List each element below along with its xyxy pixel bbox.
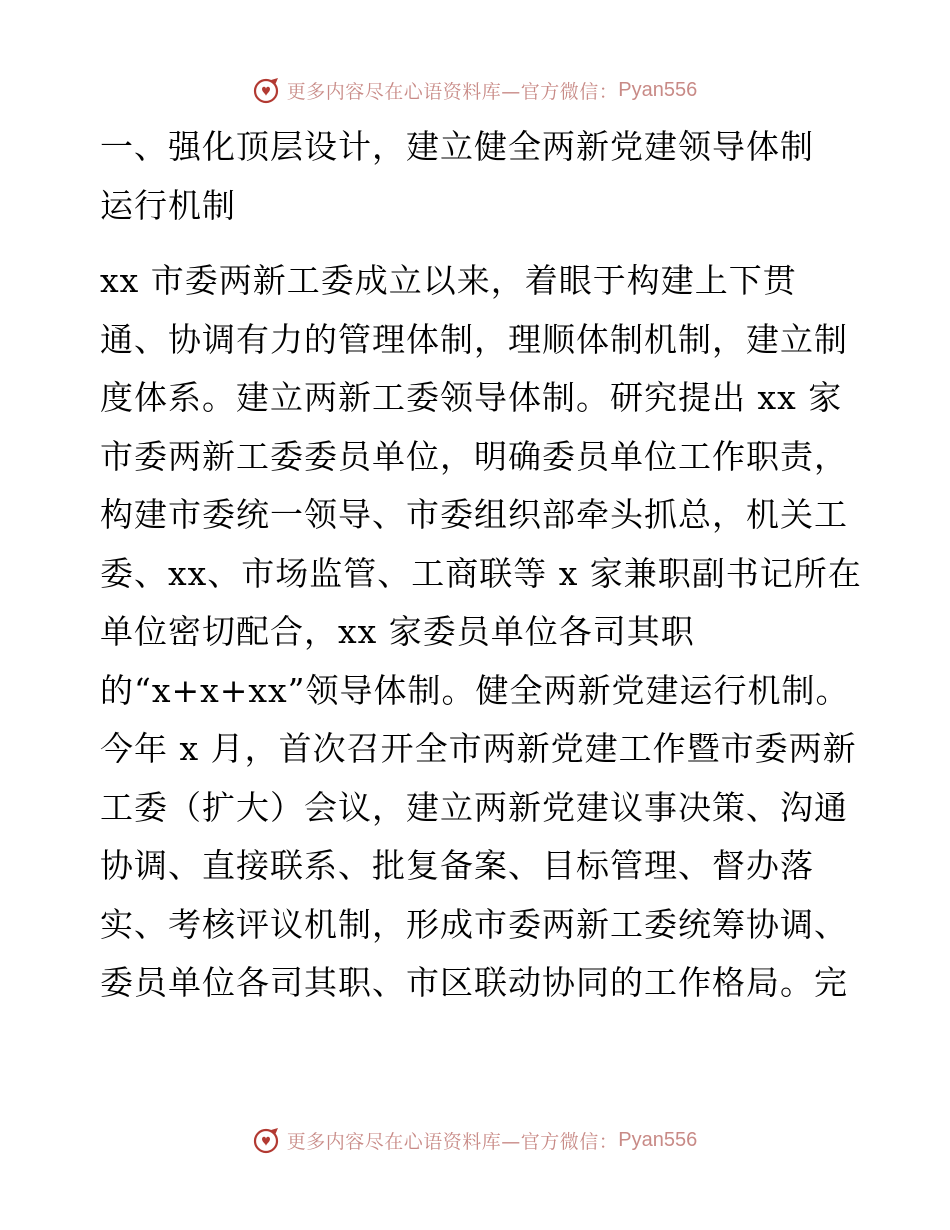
body-line: 的“x+x+xx”领导体制。健全两新党建运行机制。 (100, 670, 850, 710)
body-line: 实、考核评议机制，形成市委两新工委统筹协调、 (100, 904, 848, 944)
banner-wechat-handle: Pyan556 (618, 1128, 698, 1151)
heart-pen-logo-icon (253, 76, 281, 104)
heading-line-1: 一、强化顶层设计，建立健全两新党建领导体制 (100, 127, 814, 166)
body-line: 今年 x 月，首次召开全市两新党建工作暨市委两新 (100, 729, 857, 768)
body-line: 构建市委统一领导、市委组织部牵头抓总，机关工 (100, 495, 848, 534)
body-line: xx 市委两新工委成立以来，着眼于构建上下贯 (100, 261, 797, 300)
banner-text: 更多内容尽在心语资料库—官方微信： (286, 1130, 619, 1153)
section-heading (100, 118, 860, 235)
body-line: 市委两新工委委员单位，明确委员单位工作职责， (100, 436, 848, 476)
footer-watermark-banner (0, 1120, 950, 1160)
heading-line-2: 运行机制 (100, 185, 236, 225)
banner-text: 更多内容尽在心语资料库—官方微信： (286, 80, 619, 103)
body-line: 通、协调有力的管理体制，理顺体制机制，建立制 (100, 319, 848, 359)
body-paragraph (100, 252, 860, 1013)
body-line: 工委（扩大）会议，建立两新党建议事决策、沟通 (100, 787, 848, 827)
body-line: 委、xx、市场监管、工商联等 x 家兼职副书记所在 (100, 553, 862, 593)
body-line: 单位密切配合，xx 家委员单位各司其职 (100, 612, 695, 651)
body-line: 委员单位各司其职、市区联动协同的工作格局。完 (100, 963, 848, 1002)
body-line: 度体系。建立两新工委领导体制。研究提出 xx 家 (100, 378, 843, 417)
header-watermark-banner (0, 70, 950, 110)
body-line: 协调、直接联系、批复备案、目标管理、督办落 (100, 846, 814, 885)
banner-wechat-handle: Pyan556 (618, 78, 698, 101)
heart-pen-logo-icon (253, 1126, 281, 1154)
